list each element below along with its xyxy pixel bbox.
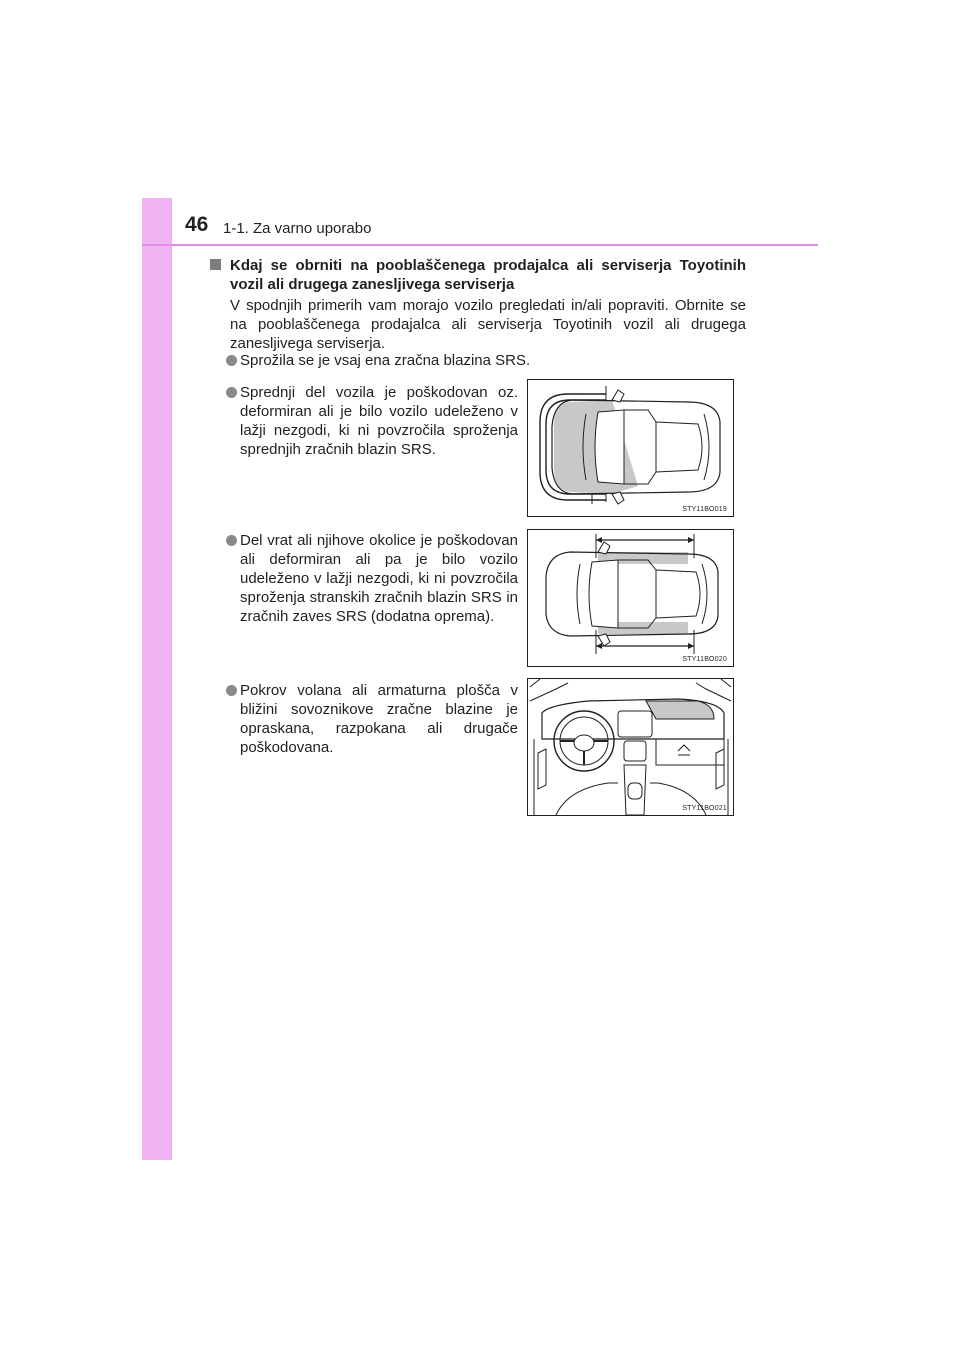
bullet-item (226, 681, 518, 757)
bullet-text: Sprožila se je vsaj ena zračna blazina SRS. (240, 352, 531, 369)
square-bullet-icon (210, 259, 221, 270)
page-sidebar (142, 198, 172, 1160)
figure-dashboard-damage (527, 678, 734, 816)
figure-code: STY11BO020 (682, 656, 727, 663)
section-title: 1-1. Za varno uporabo (223, 220, 372, 237)
bullet-text: Del vrat ali njihove okolice je poškodovan ali deformiran ali pa je bilo vozilo udeleženo v lažji nezgodi, ki ni povzročila sproženja stranskih zračnih blazin SRS in zračnih zaves SRS (dodatna oprema). (240, 532, 518, 625)
circle-bullet-icon (226, 387, 237, 398)
car-top-view-side-illustration (528, 530, 733, 666)
bullet-item (226, 531, 518, 626)
figure-code: STY11BO021 (682, 805, 727, 812)
bullet-item (226, 351, 746, 370)
bullet-text: Pokrov volana ali armaturna plošča v bližini sovoznikove zračne blazine je opraskana, razpokana ali drugače poškodovana. (240, 682, 518, 756)
circle-bullet-icon (226, 535, 237, 546)
car-top-view-front-illustration (528, 380, 733, 516)
figure-side-damage (527, 529, 734, 667)
heading-text: Kdaj se obrniti na pooblaščenega prodajalca ali serviserja Toyotinih vozil ali drugega zanesljivega serviserja (230, 257, 746, 293)
header-rule (142, 244, 818, 246)
dashboard-illustration (528, 679, 733, 815)
circle-bullet-icon (226, 685, 237, 696)
bullet-text: Sprednji del vozila je poškodovan oz. deformiran ali je bilo vozilo udeleženo v lažji nezgodi, ki ni povzročila sproženja sprednjih zračnih blazin SRS. (240, 384, 518, 458)
figure-code: STY11BO019 (682, 506, 727, 513)
circle-bullet-icon (226, 355, 237, 366)
bullet-item (226, 383, 518, 459)
section-heading (210, 256, 746, 294)
page-number: 46 (185, 213, 209, 236)
figure-front-damage (527, 379, 734, 517)
intro-paragraph: V spodnjih primerih vam morajo vozilo pregledati in/ali popraviti. Obrnite se na pooblaščenega prodajalca ali serviserja Toyotinih vozil ali drugega zanesljivega serviserja. (230, 297, 746, 352)
